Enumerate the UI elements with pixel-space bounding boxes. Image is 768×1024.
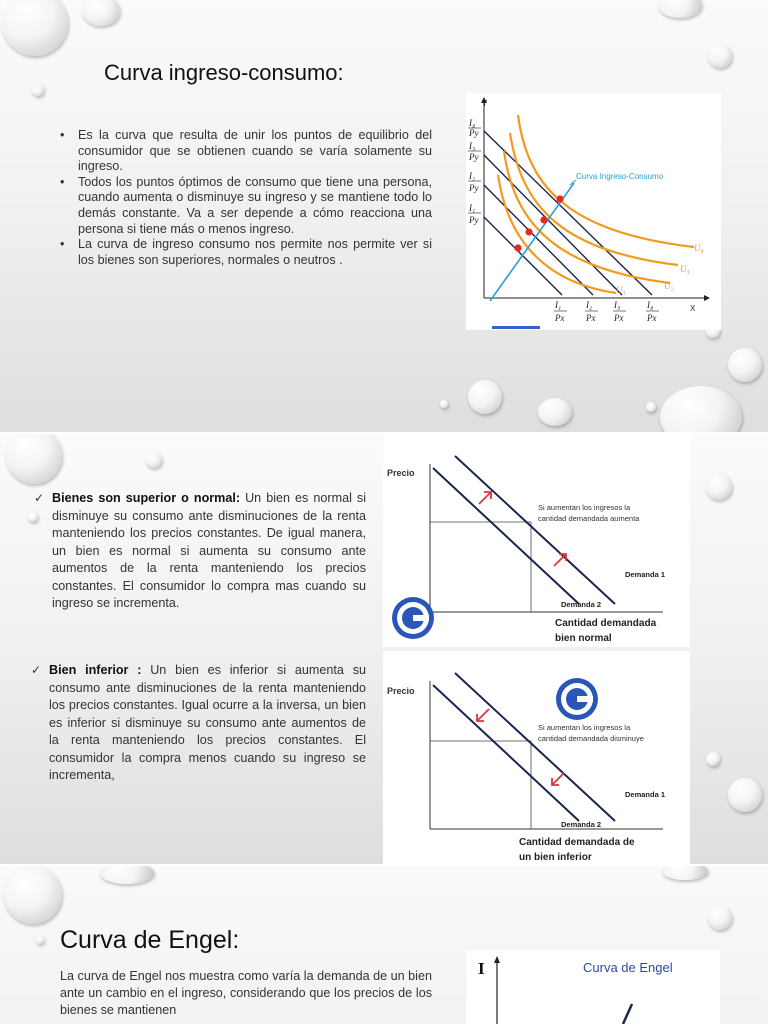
y-axis-label: Y [482, 99, 488, 108]
demand-2-label: Demanda 2 [561, 600, 602, 609]
water-drop-decoration [4, 866, 62, 924]
water-drop-decoration [440, 400, 448, 408]
x-tick-num: I₃ [614, 300, 621, 310]
y-tick-den: Py [469, 183, 479, 193]
inferior-good-text: Un bien es inferior si aumenta su consumo ante disminuciones de la renta manteniendo los precios constantes. Igual ocurre a la inversa, un bien es inferior si disminuye su consumo ante aumentos de la renta manteniendo los precios constantes. El consumidor la compra menos cuando su ingreso se incrementa, [49, 663, 366, 782]
shift-arrow-icon [479, 492, 491, 504]
engel-curve-svg [466, 950, 720, 1024]
demand-1-label: Demanda 1 [625, 570, 666, 579]
shift-arrow-icon [477, 709, 489, 721]
indifference-curve-3 [510, 133, 678, 265]
bullet-item: • Todos los puntos óptimos de consumo que tiene una persona, cuando aumenta o disminuye su ingreso y se mantiene todo lo demás constante. Va a ser depende a cómo reacciona una persona si tiene más o menos ingreso. [60, 175, 432, 237]
y-tick-den: Py [469, 128, 479, 138]
y-tick-num: I₄ [469, 118, 476, 128]
x-tick-den: Px [555, 313, 565, 323]
water-drop-decoration [658, 0, 702, 18]
slide-ingreso-consumo [0, 0, 768, 432]
graph-note-line2: cantidad demandada aumenta [538, 514, 640, 523]
normal-good-graph [383, 434, 690, 647]
x-axis-arrow [704, 295, 710, 301]
logo-emblem [392, 597, 434, 639]
indifference-curve-2 [504, 151, 670, 283]
checkmark-icon: ✓ [34, 491, 45, 505]
demand-curve-1 [455, 456, 615, 604]
water-drop-decoration [706, 474, 732, 500]
curve-label-u2: U₂ [664, 281, 674, 291]
water-drop-decoration [100, 866, 154, 884]
blue-underline-decoration [492, 326, 540, 329]
shift-arrow-icon [552, 773, 564, 785]
x-tick-den: Px [647, 313, 657, 323]
engel-paragraph: La curva de Engel nos muestra como varía la demanda de un bien ante un cambio en el ingreso, considerando que los precios de los bienes se mantienen [60, 969, 432, 1017]
curve-label-u4: U₄ [694, 243, 704, 253]
slide-title: Curva de Engel: [60, 926, 240, 954]
engel-curve-graph [466, 950, 720, 1024]
water-drop-decoration [708, 44, 732, 68]
x-tick-num: I₁ [555, 300, 562, 310]
demand-curve-2 [433, 468, 579, 604]
water-drop-decoration [662, 866, 708, 880]
x-tick-num: I₄ [647, 300, 654, 310]
normal-good-svg [383, 434, 690, 647]
water-drop-decoration [708, 906, 732, 930]
checkmark-icon: ✓ [31, 663, 42, 677]
price-axis-label: Precio [387, 468, 415, 478]
graph-caption-line1: Cantidad demandada de [519, 837, 635, 848]
indifference-curve-4 [518, 115, 694, 247]
equilibrium-point [514, 244, 521, 251]
price-axis-label: Precio [387, 686, 415, 696]
water-drop-decoration [146, 452, 162, 468]
inferior-good-item [31, 662, 366, 785]
normal-good-text: Un bien es normal si disminuye su consumo ante disminuciones de la renta manteniendo los precios constantes. De igual manera, un bien es normal si aumenta su consumo ante aumentos de la renta manteniendo los precios constantes. El consumidor lo compra mas cuando su ingreso se incrementa. [52, 491, 366, 610]
y-tick-den: Py [469, 152, 479, 162]
water-drop-decoration [660, 386, 742, 432]
engel-y-label: I [478, 959, 485, 978]
water-drop-decoration [538, 398, 572, 426]
graph-note-line2: cantidad demandada disminuye [538, 734, 644, 743]
demand-2-label: Demanda 2 [561, 820, 602, 829]
equilibrium-point [556, 195, 563, 202]
income-consumption-svg [466, 93, 721, 330]
slide-bienes-normales-inferiores [0, 434, 768, 864]
water-drop-decoration [28, 512, 38, 522]
demand-1-label: Demanda 1 [625, 790, 666, 799]
graph-caption-line2: bien normal [555, 633, 612, 644]
water-drop-decoration [728, 348, 762, 382]
water-drop-decoration [646, 402, 656, 412]
equilibrium-point [525, 228, 532, 235]
shift-arrow-icon [554, 554, 566, 566]
bullet-list [60, 128, 432, 268]
water-drop-decoration [2, 0, 68, 56]
bullet-item: • La curva de ingreso consumo nos permite nos permite ver si los bienes son superiores, normales o neutros . [60, 237, 432, 268]
inferior-good-svg [383, 651, 690, 864]
slide-curva-engel [0, 866, 768, 1024]
slide-title: Curva ingreso-consumo: [104, 60, 344, 85]
engel-graph-title: Curva de Engel [583, 960, 673, 975]
graph-note-line1: Si aumentan los ingresos la [538, 503, 631, 512]
y-tick-den: Py [469, 215, 479, 225]
equilibrium-point [540, 216, 547, 223]
income-consumption-graph [466, 93, 721, 330]
normal-good-item [34, 490, 366, 613]
graph-caption-line2: un bien inferior [519, 852, 592, 863]
water-drop-decoration [706, 752, 720, 766]
water-drop-decoration [728, 778, 762, 812]
water-drop-decoration [36, 936, 44, 944]
y-tick-num: I₁ [469, 203, 476, 213]
water-drop-decoration [6, 434, 62, 484]
inferior-good-graph [383, 651, 690, 864]
curve-ic-label: Curva Ingreso-Consumo [576, 172, 664, 181]
water-drop-decoration [468, 380, 502, 414]
water-drop-decoration [32, 84, 44, 96]
graph-note-line1: Si aumentan los ingresos la [538, 723, 631, 732]
logo-emblem [556, 678, 598, 720]
x-tick-num: I₂ [586, 300, 593, 310]
engel-curve [623, 1004, 632, 1024]
engel-axis-arrow [494, 956, 500, 963]
y-tick-num: I₃ [469, 141, 476, 151]
normal-good-heading: Bienes son superior o normal: [52, 491, 241, 505]
y-tick-num: I₂ [469, 171, 476, 181]
x-tick-den: Px [586, 313, 596, 323]
x-tick-den: Px [614, 313, 624, 323]
bullet-item: • Es la curva que resulta de unir los puntos de equilibrio del consumidor que se obtienen cuando se varía solamente su ingreso. [60, 128, 432, 175]
x-axis-label: X [690, 304, 696, 313]
water-drop-decoration [82, 0, 120, 26]
graph-caption-line1: Cantidad demandada [555, 618, 657, 629]
inferior-good-heading: Bien inferior : [49, 663, 142, 677]
curve-label-u3: U₃ [680, 264, 690, 274]
budget-line-2 [484, 185, 593, 295]
curve-label-u1: U₁ [616, 285, 626, 295]
